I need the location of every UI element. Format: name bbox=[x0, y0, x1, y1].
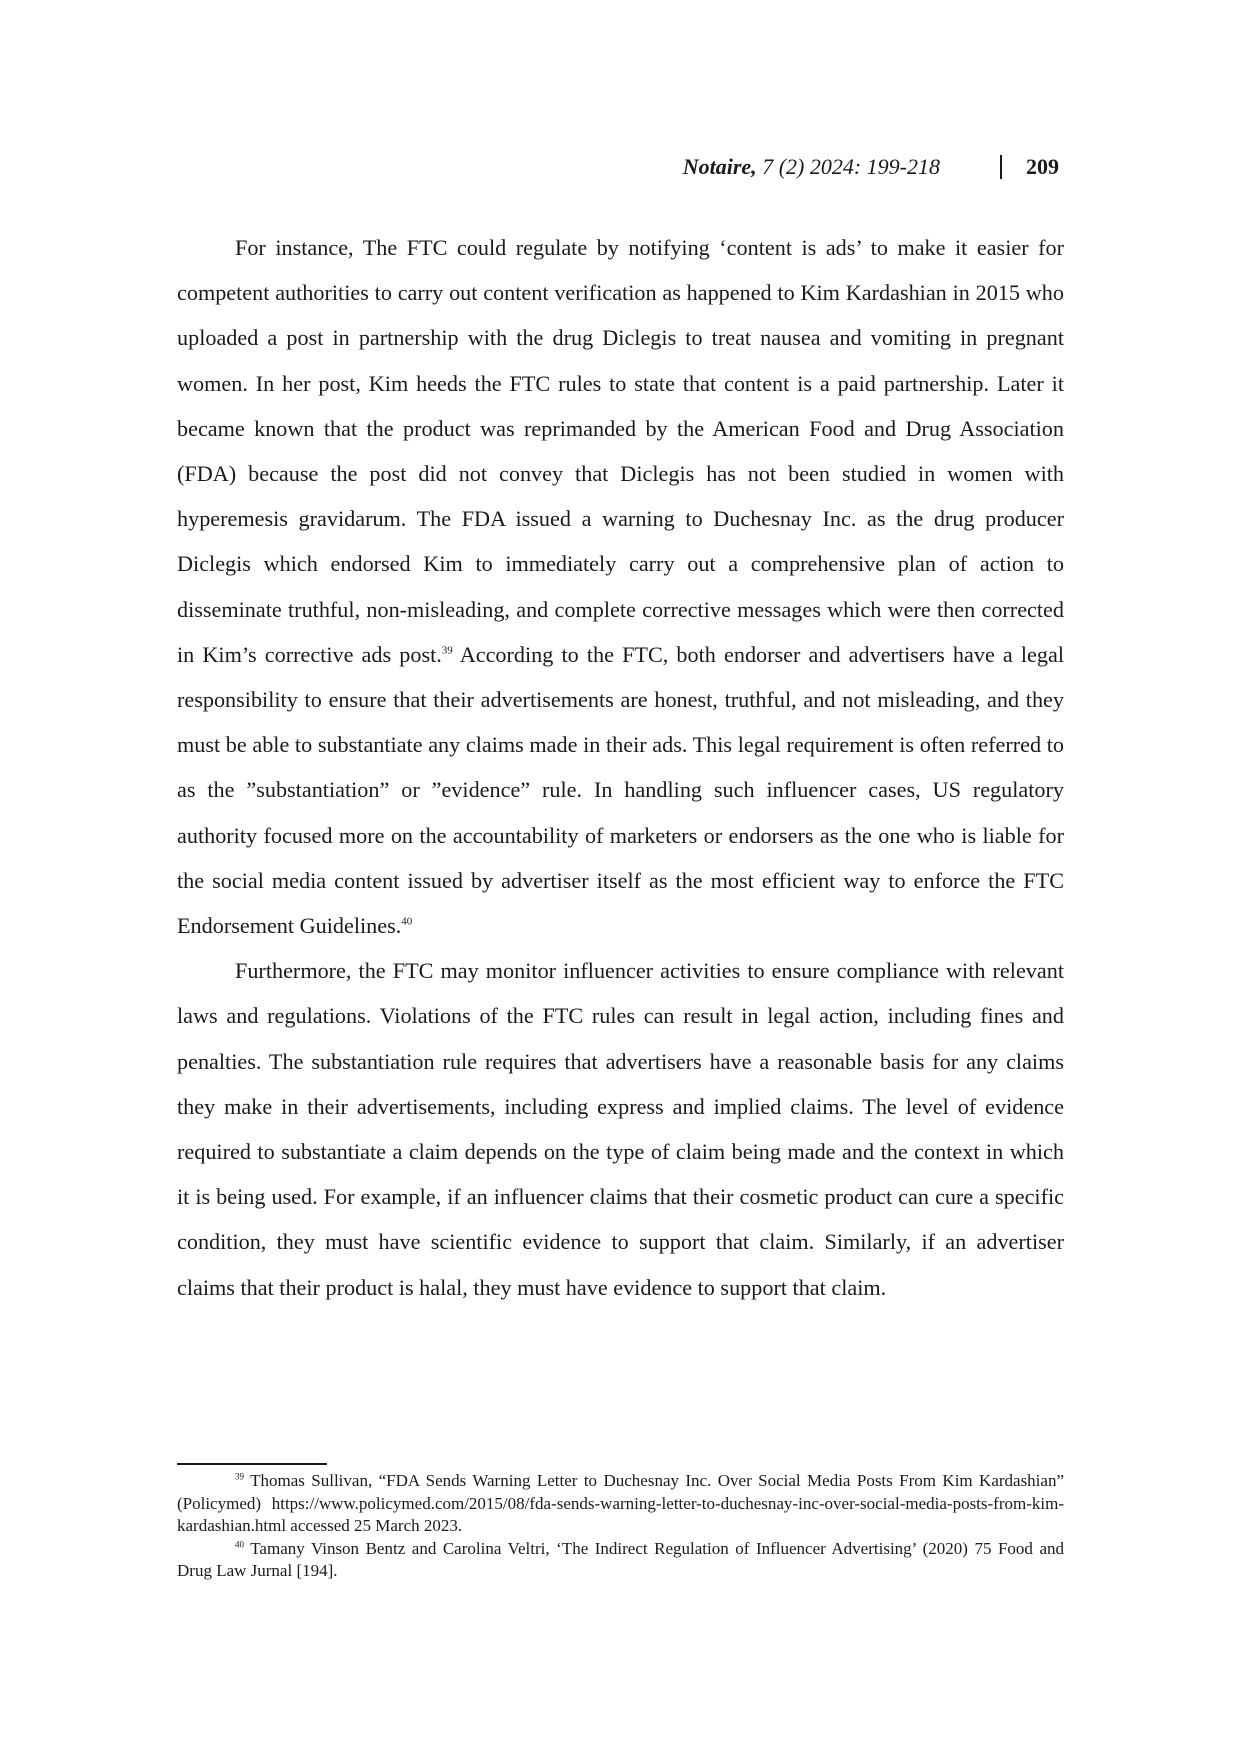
journal-citation bbox=[683, 152, 940, 182]
volume-info: 7 (2) 2024: 199-218 bbox=[762, 154, 940, 179]
paragraph-1 bbox=[177, 225, 1064, 948]
footnote-separator bbox=[177, 1463, 327, 1465]
main-text bbox=[177, 225, 1064, 1310]
footnote-number: 39 bbox=[235, 1471, 244, 1482]
paragraph-1-part-a: For instance, The FTC could regulate by notifying ‘content is ads’ to make it easier for competent authorities to carry out content verification as happened to Kim Kardashian in 2015 who uploaded a post in partnership with the drug Diclegis to treat nausea and vomiting in pregnant women. In her post, Kim heeds the FTC rules to state that content is a paid partnership. Later it became known that the product was reprimanded by the American Food and Drug Association (FDA) because the post did not convey that Diclegis has not been studied in women with hyperemesis gravidarum. The FDA issued a warning to Duchesnay Inc. as the drug producer Diclegis which endorsed Kim to immediately carry out a comprehensive plan of action to disseminate truthful, non-misleading, and complete corrective messages which were then corrected in Kim’s corrective ads post. bbox=[177, 235, 1064, 667]
footnote-ref-39[interactable]: 39 bbox=[441, 644, 453, 657]
journal-name: Notaire, bbox=[682, 154, 757, 179]
paragraph-1-part-b: According to the FTC, both endorser and advertisers have a legal responsibility to ensure that their advertisements are honest, truthful, and not misleading, and they must be able to substantiate any claims made in their ads. This legal requirement is often referred to as the ”substantiation” or ”evidence” rule. In handling such influencer cases, US regulatory authority focused more on the accountability of marketers or endorsers as the one who is liable for the social media content issued by advertiser itself as the most efficient way to enforce the FTC Endorsement Guidelines. bbox=[177, 641, 1064, 939]
footnote-40 bbox=[177, 1538, 1064, 1583]
paragraph-2: Furthermore, the FTC may monitor influencer activities to ensure compliance with relevant laws and regulations. Violations of the FTC rules can result in legal action, including fines and penalties. The substantiation rule requires that advertisers have a reasonable basis for any claims they make in their advertisements, including express and implied claims. The level of evidence required to substantiate a claim depends on the type of claim being made and the context in which it is being used. For example, if an influencer claims that their cosmetic product can cure a specific condition, they must have scientific evidence to support that claim. Similarly, if an advertiser claims that their product is halal, they must have evidence to support that claim. bbox=[177, 958, 1064, 1300]
footnote-text: Tamany Vinson Bentz and Carolina Veltri, ‘The Indirect Regulation of Influencer Advertising’ (2020) 75 Food and Drug Law Jurnal [194]. bbox=[177, 1538, 1064, 1580]
footnote-number: 40 bbox=[235, 1538, 244, 1549]
footnotes bbox=[177, 1470, 1064, 1583]
footnote-39 bbox=[177, 1470, 1064, 1538]
footnote-text: Thomas Sullivan, “FDA Sends Warning Letter to Duchesnay Inc. Over Social Media Posts From Kim Kardashian” (Policymed) https://www.policymed.com/2015/08/fda-sends-warning-letter-to-duchesnay-inc-over-social-media-posts-from-kim-kardashian.html accessed 25 March 2023. bbox=[177, 1471, 1064, 1535]
footnote-ref-40[interactable]: 40 bbox=[401, 915, 413, 928]
page-number: 209 bbox=[1026, 154, 1059, 179]
header-separator bbox=[1000, 155, 1002, 179]
